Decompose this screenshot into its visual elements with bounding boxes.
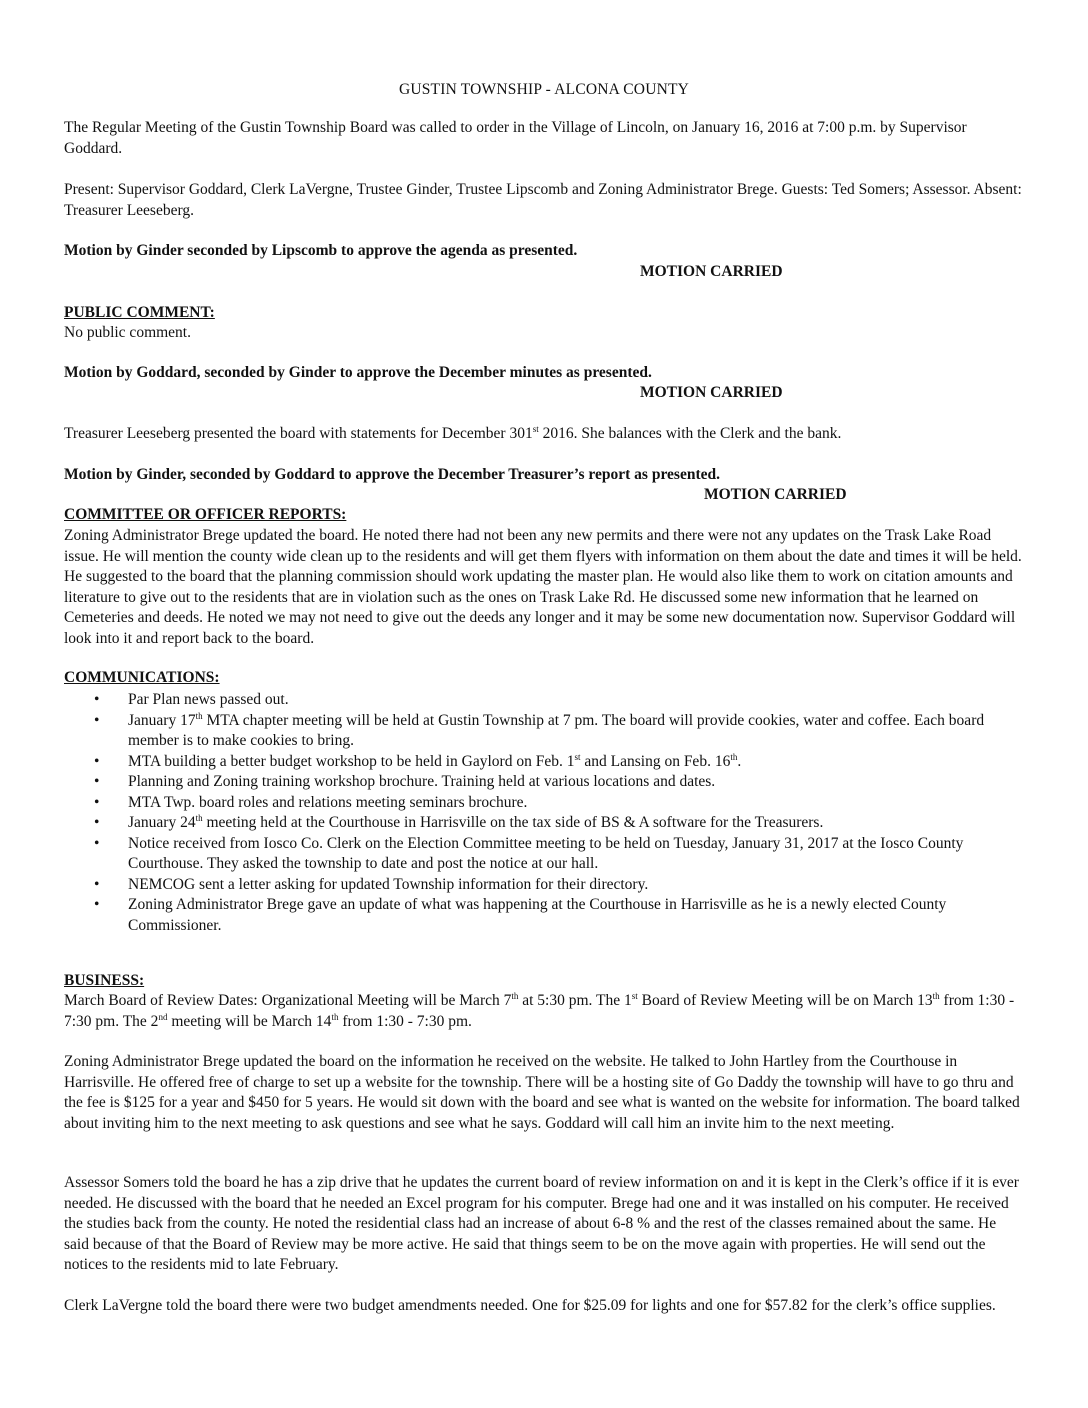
public-comment-heading: PUBLIC COMMENT:: [64, 304, 215, 321]
list-item: • NEMCOG sent a letter asking for updated Township information for their directory.: [64, 875, 1024, 896]
motion-approve-agenda: Motion by Ginder seconded by Lipscomb to approve the agenda as presented.: [64, 242, 578, 259]
website-paragraph: Zoning Administrator Brege updated the board on the information he received on the website. He talked to John Hartley from the Courthouse in Harrisville. He offered free of charge to set up a website for the township. There will be a hosting site of Go Daddy the township will have to go thru and the fee is $125 for a year and $450 for 5 years. He would sit down with the board and see what is wanted on the website for information. The board talked about inviting him to the next meeting to ask questions and see what he says. Goddard will call him an invite him to the next meeting.: [64, 1053, 1020, 1132]
treasurer-paragraph: Treasurer Leeseberg presented the board with statements for December 301st 2016. She balances with the Clerk and the bank.: [64, 423, 842, 442]
communications-list: [64, 690, 1024, 936]
list-item: • Zoning Administrator Brege gave an update of what was happening at the Courthouse in Harrisville as he is a newly elected County Commissioner.: [64, 895, 1024, 936]
list-item: • Notice received from Iosco Co. Clerk on the Election Committee meeting to be held on Tuesday, January 31, 2017 at the Iosco County Courthouse. They asked the township to date and post the notice at our hall.: [64, 834, 1024, 875]
communications-heading: COMMUNICATIONS:: [64, 669, 220, 686]
list-item: • Planning and Zoning training workshop brochure. Training held at various locations and dates.: [64, 772, 1024, 793]
motion-carried-2: MOTION CARRIED: [640, 384, 783, 401]
list-item: • January 17th MTA chapter meeting will be held at Gustin Township at 7 pm. The board will provide cookies, water and coffee. Each board member is to make cookies to bring.: [64, 711, 1024, 752]
public-comment-text: No public comment.: [64, 324, 191, 341]
list-item: • MTA building a better budget workshop to be held in Gaylord on Feb. 1st and Lansing on Feb. 16th.: [64, 752, 1024, 773]
motion-carried-1: MOTION CARRIED: [640, 263, 783, 280]
list-item: • Par Plan news passed out.: [64, 690, 1024, 711]
assessor-paragraph: Assessor Somers told the board he has a zip drive that he updates the current board of review information on and it is kept in the Clerk’s office if it is ever needed. He discussed with the board that he needed an Excel program for his computer. Brege had one and it was installed on his computer. He received the studies back from the county. He noted the residential class had an increase of about 6-8 % and the rest of the classes remained about the same. He said because of that the Board of Review may be more active. He said that things seem to be on the move again with properties. He will send out the notices to the residents mid to late February.: [64, 1174, 1019, 1273]
document-title: GUSTIN TOWNSHIP - ALCONA COUNTY: [398, 81, 690, 98]
board-of-review-dates: March Board of Review Dates: Organizational Meeting will be March 7th at 5:30 pm. The 1st Board of Review Meeting will be on March 13th from 1:30 - 7:30 pm. The 2nd meeting will be March 14th from 1:30 - 7:30 pm.: [64, 990, 1015, 1030]
committee-reports-heading: COMMITTEE OR OFFICER REPORTS:: [64, 506, 347, 523]
motion-carried-3: MOTION CARRIED: [704, 486, 847, 503]
intro-paragraph: The Regular Meeting of the Gustin Township Board was called to order in the Village of Lincoln, on January 16, 2016 at 7:00 p.m. by Supervisor Goddard.: [64, 119, 967, 157]
list-item: • January 24th meeting held at the Courthouse in Harrisville on the tax side of BS & A software for the Treasurers.: [64, 813, 1024, 834]
clerk-paragraph: Clerk LaVergne told the board there were two budget amendments needed. One for $25.09 for lights and one for $57.82 for the clerk’s office supplies.: [64, 1297, 996, 1314]
business-heading: BUSINESS:: [64, 972, 145, 989]
committee-reports-text: Zoning Administrator Brege updated the board. He noted there had not been any new permits and there were not any updates on the Trask Lake Road issue. He will mention the county wide clean up to the residents and will get them flyers with information on them about the date and times it will be held. He suggested to the board that the planning commission should work updating the master plan. He would also like them to work on citation amounts and literature to give out to the residents that are in violation such as the ones on Trask Lake Rd. He discussed some new information that he learned on Cemeteries and deeds. He noted we may not need to give out the deeds any longer and it may be some new documentation now. Supervisor Goddard will look into it and report back to the board.: [64, 527, 1022, 647]
attendance-paragraph: Present: Supervisor Goddard, Clerk LaVergne, Trustee Ginder, Trustee Lipscomb and Zoning Administrator Brege. Guests: Ted Somers; Assessor. Absent: Treasurer Leeseberg.: [64, 181, 1022, 219]
list-item: • MTA Twp. board roles and relations meeting seminars brochure.: [64, 793, 1024, 814]
motion-approve-minutes: Motion by Goddard, seconded by Ginder to approve the December minutes as presented.: [64, 364, 652, 381]
motion-approve-treasurer-report: Motion by Ginder, seconded by Goddard to approve the December Treasurer’s report as presented.: [64, 466, 721, 483]
